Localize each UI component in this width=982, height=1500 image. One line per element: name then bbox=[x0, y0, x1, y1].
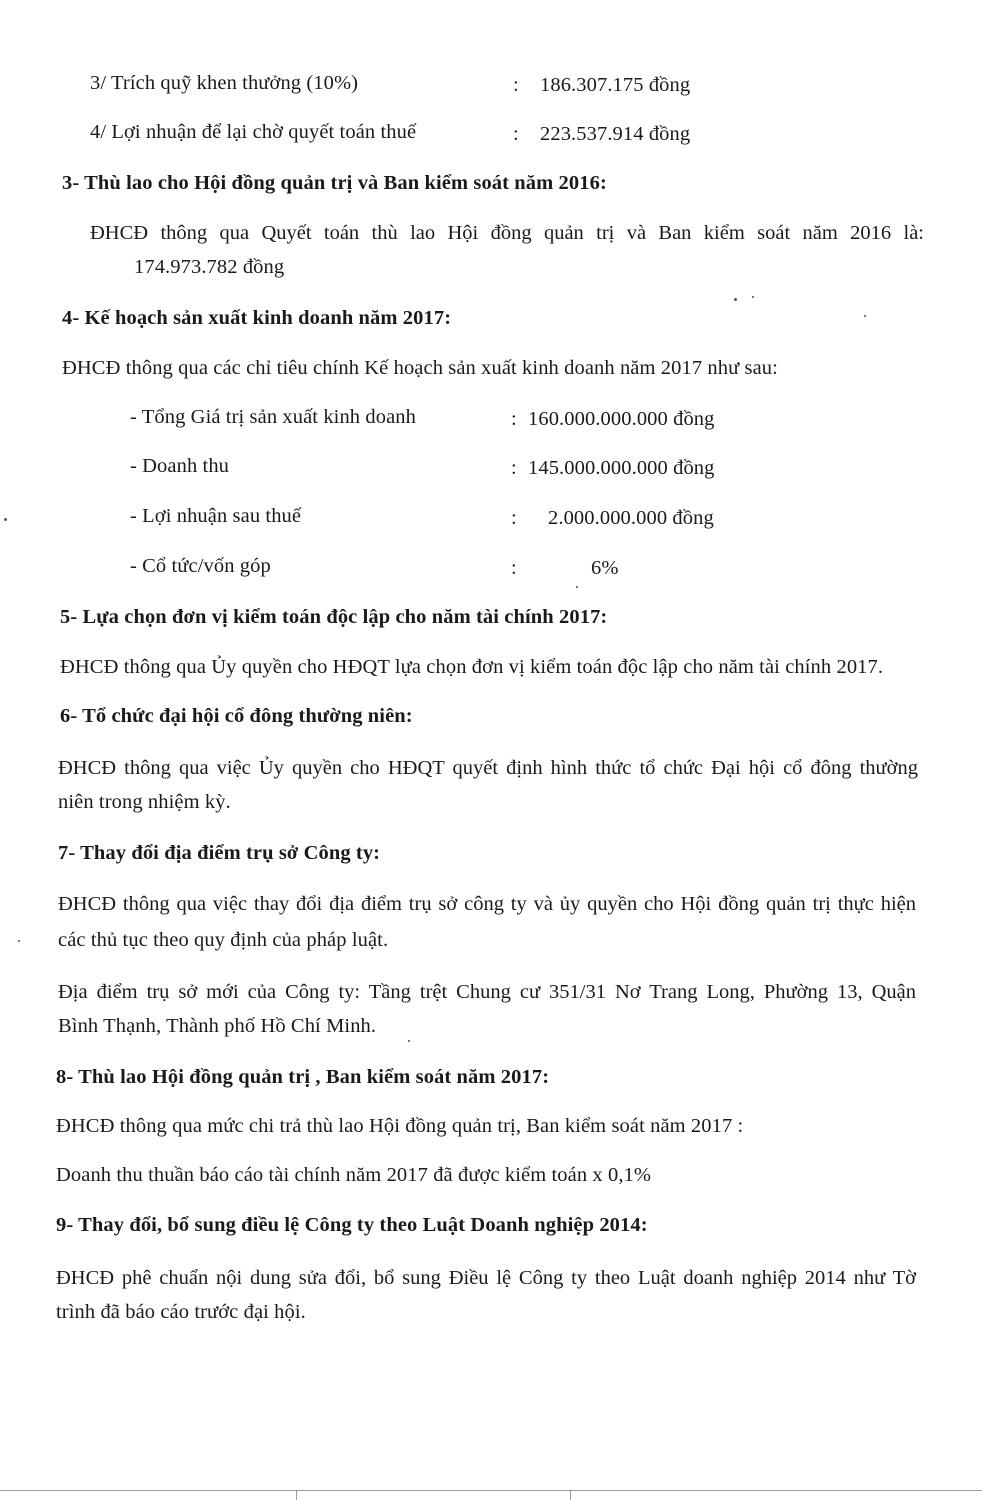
section-7-para1-line2: các thủ tục theo quy định của pháp luật. bbox=[58, 929, 389, 951]
plan-row-value: 145.000.000.000 đồng bbox=[528, 457, 715, 479]
plan-row-value: 2.000.000.000 đồng bbox=[548, 507, 714, 529]
scan-speck bbox=[576, 586, 578, 588]
section-9-text-line1: ĐHCĐ phê chuẩn nội dung sửa đổi, bổ sung Điều lệ Công ty theo Luật doanh nghiệp 2014 như Tờ bbox=[56, 1267, 916, 1289]
section-6-text-line1: ĐHCĐ thông qua việc Ủy quyền cho HĐQT quyết định hình thức tổ chức Đại hội cổ đông thường bbox=[58, 757, 918, 779]
item-4-label: 4/ Lợi nhuận để lại chờ quyết toán thuế bbox=[90, 121, 417, 143]
item-3-label: 3/ Trích quỹ khen thưởng (10%) bbox=[90, 72, 359, 94]
scan-speck bbox=[408, 1040, 410, 1042]
page-bottom-tick bbox=[570, 1490, 571, 1500]
item-4-value: 223.537.914 đồng bbox=[540, 123, 691, 145]
section-8-text-line2: Doanh thu thuần báo cáo tài chính năm 2017 đã được kiểm toán x 0,1% bbox=[56, 1164, 652, 1186]
section-3-heading: 3- Thù lao cho Hội đồng quản trị và Ban kiểm soát năm 2016: bbox=[62, 172, 607, 194]
plan-row-colon: : bbox=[511, 457, 517, 479]
section-8-text-line1: ĐHCĐ thông qua mức chi trả thù lao Hội đồng quản trị, Ban kiểm soát năm 2017 : bbox=[56, 1115, 744, 1137]
section-6-text-line2: niên trong nhiệm kỳ. bbox=[58, 791, 231, 813]
section-3-text-line2: 174.973.782 đồng bbox=[134, 256, 285, 278]
plan-row-label: - Tổng Giá trị sản xuất kinh doanh bbox=[130, 406, 416, 428]
section-3-text-line1: ĐHCĐ thông qua Quyết toán thù lao Hội đồng quản trị và Ban kiểm soát năm 2016 là: bbox=[90, 222, 924, 244]
plan-row-colon: : bbox=[511, 507, 517, 529]
section-7-para2-line1: Địa điểm trụ sở mới của Công ty: Tầng trệt Chung cư 351/31 Nơ Trang Long, Phường 13, Quận bbox=[58, 981, 916, 1003]
item-4-colon: : bbox=[513, 123, 519, 145]
section-9-heading: 9- Thay đổi, bổ sung điều lệ Công ty theo Luật Doanh nghiệp 2014: bbox=[56, 1214, 648, 1236]
section-5-heading: 5- Lựa chọn đơn vị kiểm toán độc lập cho năm tài chính 2017: bbox=[60, 606, 608, 628]
page-bottom-tick bbox=[296, 1490, 297, 1500]
plan-row-label: - Doanh thu bbox=[130, 455, 230, 477]
section-7-para1-line1: ĐHCĐ thông qua việc thay đổi địa điểm trụ sở công ty và ủy quyền cho Hội đồng quản trị thực hiện bbox=[58, 893, 916, 915]
scan-speck bbox=[752, 296, 754, 298]
section-9-text-line2: trình đã báo cáo trước đại hội. bbox=[56, 1301, 306, 1323]
section-7-para2-line2: Bình Thạnh, Thành phố Hồ Chí Minh. bbox=[58, 1015, 377, 1037]
item-3-colon: : bbox=[513, 74, 519, 96]
scan-speck bbox=[4, 518, 7, 521]
plan-row-value: 160.000.000.000 đồng bbox=[528, 408, 715, 430]
section-6-heading: 6- Tổ chức đại hội cổ đông thường niên: bbox=[60, 705, 413, 727]
section-7-heading: 7- Thay đổi địa điểm trụ sở Công ty: bbox=[58, 842, 381, 864]
plan-row-label: - Cổ tức/vốn góp bbox=[130, 555, 271, 577]
plan-row-colon: : bbox=[511, 557, 517, 579]
item-3-value: 186.307.175 đồng bbox=[540, 74, 691, 96]
section-8-heading: 8- Thù lao Hội đồng quản trị , Ban kiểm soát năm 2017: bbox=[56, 1066, 550, 1088]
plan-row-colon: : bbox=[511, 408, 517, 430]
section-4-heading: 4- Kế hoạch sản xuất kinh doanh năm 2017: bbox=[62, 307, 452, 329]
section-4-intro: ĐHCĐ thông qua các chỉ tiêu chính Kế hoạch sản xuất kinh doanh năm 2017 như sau: bbox=[62, 357, 778, 379]
plan-row-label: - Lợi nhuận sau thuế bbox=[130, 505, 302, 527]
page-bottom-rule bbox=[0, 1490, 982, 1491]
scan-speck bbox=[18, 940, 20, 942]
section-5-text: ĐHCĐ thông qua Ủy quyền cho HĐQT lựa chọn đơn vị kiểm toán độc lập cho năm tài chính 2017. bbox=[60, 656, 884, 678]
plan-row-value: 6% bbox=[591, 557, 619, 579]
scan-speck bbox=[864, 315, 866, 317]
scan-speck bbox=[734, 298, 737, 301]
